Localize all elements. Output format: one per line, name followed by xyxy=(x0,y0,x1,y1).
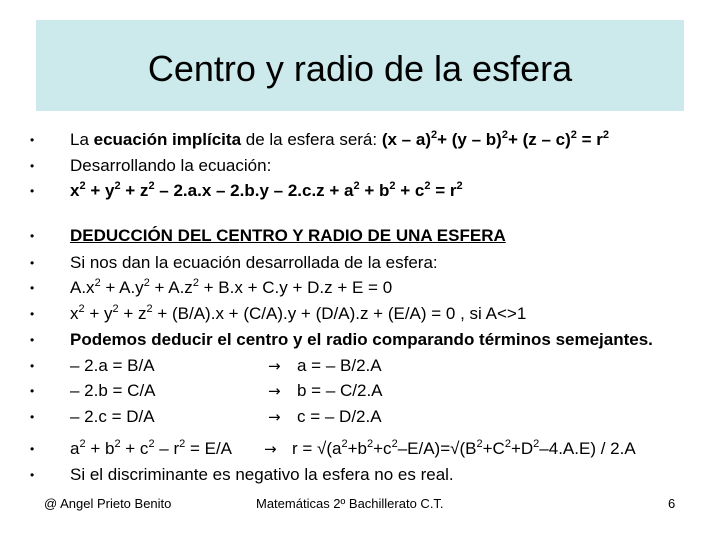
eq-a-left: – 2.a = B/A xyxy=(70,356,155,375)
eq-a-right: a = – B/2.A xyxy=(297,356,382,375)
bullet-marker: • xyxy=(30,307,35,321)
eq-b-left: – 2.b = C/A xyxy=(70,381,156,400)
bullet-marker: • xyxy=(30,410,35,424)
bullet-marker: • xyxy=(30,133,35,147)
compare-terms-text: Podemos deducir el centro y el radio comparando términos semejantes. xyxy=(70,330,653,349)
expanded-equation-text: $x^2 + y^2 + z^2 - 2.a.x - 2.b.y - 2.c.z + a^2 + b^2 + c^2 = r^2$ xyxy=(70,180,463,200)
bullet-marker: • xyxy=(30,159,35,173)
bullet-marker: • xyxy=(30,281,35,295)
bullet-marker: • xyxy=(30,384,35,398)
bullet-marker: • xyxy=(30,442,35,456)
given-equation-text: Si nos dan la ecuación desarrollada de la esfera: xyxy=(70,253,438,272)
arrow-icon: → xyxy=(268,357,281,375)
footer-course: Matemáticas 2º Bachillerato C.T. xyxy=(256,496,444,511)
eq-c-left: – 2.c = D/A xyxy=(70,407,155,426)
bullet-marker: • xyxy=(30,468,35,482)
bullet-marker: • xyxy=(30,256,35,270)
footer-author: @ Angel Prieto Benito xyxy=(44,496,172,511)
normalized-form-equation: $x^2 + y^2 + z^2 + (B/A).x + (C/A).y + (D/A).z + (E/A) = 0$ , si A<>1 xyxy=(70,303,527,323)
general-form-equation: $A.x^2 + A.y^2 + A.z^2 + B.x + C.y + D.z + E = 0$ xyxy=(70,277,393,297)
arrow-icon: → xyxy=(264,440,277,458)
bullet-marker: • xyxy=(30,359,35,373)
radius-relation-left: $a^2 + b^2 + c^2 - r^2 = E/A$ xyxy=(70,438,233,458)
arrow-icon: → xyxy=(268,382,281,400)
title-banner xyxy=(36,20,684,111)
eq-c-right: c = – D/2.A xyxy=(297,407,382,426)
footer-page-number: 6 xyxy=(668,496,676,511)
radius-formula: $r = √(a^2+b^2+c^2-E/A)=√(B^2+C^2+D^2-4.A.E) / 2.A$ xyxy=(292,438,636,458)
eq-b-right: b = – C/2.A xyxy=(297,381,383,400)
bullet-marker: • xyxy=(30,184,35,198)
implicit-equation-text: La ecuación implícita de la esfera será: $(x - a)^2+ (y - b)^2+ (z - c)^2 = r^2$ xyxy=(70,129,610,149)
arrow-icon: → xyxy=(268,408,281,426)
slide-title: Centro y radio de la esfera xyxy=(147,47,573,89)
developing-text: Desarrollando la ecuación: xyxy=(70,156,272,175)
bullet-marker: • xyxy=(30,229,35,243)
section-heading: DEDUCCIÓN DEL CENTRO Y RADIO DE UNA ESFERA xyxy=(70,226,506,245)
bullet-marker: • xyxy=(30,333,35,347)
discriminant-text: Si el discriminante es negativo la esfera no es real. xyxy=(70,465,454,484)
